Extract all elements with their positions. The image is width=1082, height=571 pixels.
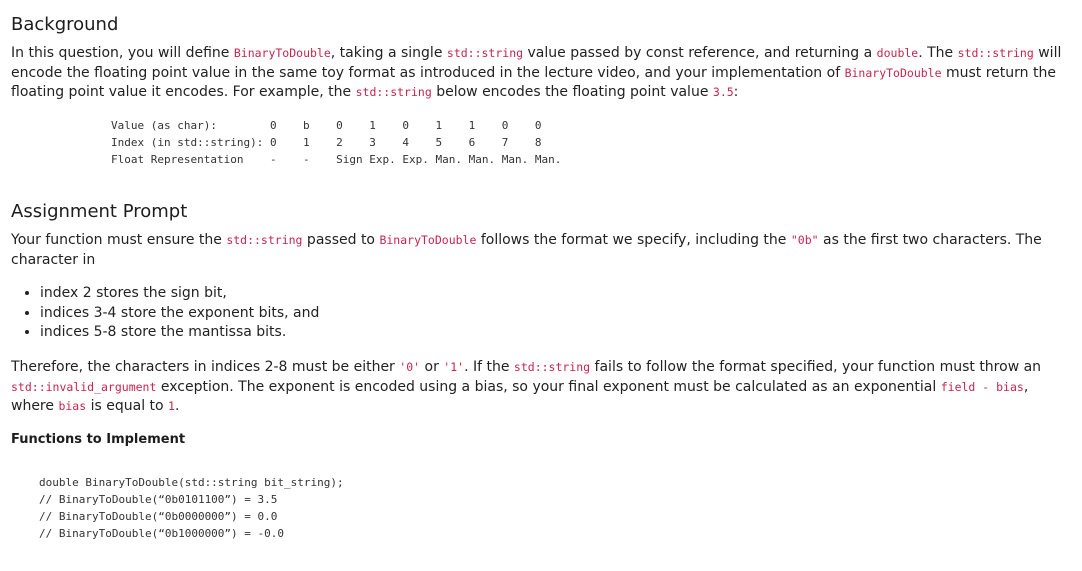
inline-code: field - bias xyxy=(940,379,1024,394)
text: fails to follow the format specified, your function must throw an xyxy=(590,359,1042,375)
inline-code: '1' xyxy=(443,360,465,374)
inline-code: std::invalid_argument xyxy=(11,379,157,394)
text: as the first two characters. The character in xyxy=(11,232,1042,268)
inline-code: std::string xyxy=(226,233,303,247)
functions-heading: Functions to Implement xyxy=(11,432,186,447)
assignment-heading: Assignment Prompt xyxy=(11,201,188,222)
text: . xyxy=(174,398,180,414)
code-line: double BinaryToDouble(std::string bit_string); xyxy=(39,476,344,489)
text: Your function must ensure the xyxy=(11,232,227,248)
inline-code: std::string xyxy=(355,85,432,99)
text: Therefore, the characters in indices 2-8 must be either xyxy=(11,359,400,375)
function-code-block xyxy=(39,474,344,542)
inline-code: std::string xyxy=(957,46,1034,60)
list-item: • indices 3-4 store the exponent bits, and xyxy=(40,304,319,324)
text: passed to xyxy=(302,232,380,248)
code-line: // BinaryToDouble(“0b1000000”) = -0.0 xyxy=(39,527,285,540)
table-row-float: Float Representation - - Sign Exp. Exp. Man. Man. Man. Man. xyxy=(111,153,562,166)
bit-layout-list xyxy=(11,284,319,343)
text: , where xyxy=(11,378,1029,414)
text: exception. The exponent is encoded using a bias, so your final exponent must be calculated as an exponential xyxy=(156,378,941,395)
text: : xyxy=(733,84,739,100)
table-row-index: Index (in std::string): 0 1 2 3 4 5 6 7 8 xyxy=(111,136,542,149)
inline-code: 3.5 xyxy=(712,85,734,99)
text: below encodes the floating point value xyxy=(431,84,713,100)
text: In this question, you will define xyxy=(11,45,234,61)
list-item: • indices 5-8 store the mantissa bits. xyxy=(40,323,319,343)
table-row-value: Value (as char): 0 b 0 1 0 1 1 0 0 xyxy=(111,119,542,132)
inline-code: bias xyxy=(58,399,87,413)
inline-code: '0' xyxy=(399,360,421,374)
text: follows the format we specify, including the xyxy=(476,232,791,248)
text: or xyxy=(420,359,444,375)
background-paragraph xyxy=(11,44,1069,103)
text: will encode the floating point value in the same toy format as introduced in the lecture video, and your implementation of xyxy=(11,45,1062,81)
text: , taking a single xyxy=(330,45,447,61)
inline-code: double xyxy=(876,46,919,60)
inline-code: BinaryToDouble xyxy=(379,233,477,247)
list-item: • index 2 stores the sign bit, xyxy=(40,284,319,304)
text: is equal to xyxy=(86,398,169,414)
code-line: // BinaryToDouble(“0b0000000”) = 0.0 xyxy=(39,510,278,523)
inline-code: BinaryToDouble xyxy=(844,65,942,80)
format-paragraph xyxy=(11,358,1069,417)
background-heading: Background xyxy=(11,14,119,35)
text: value passed by const reference, and returning a xyxy=(523,45,877,61)
assignment-paragraph xyxy=(11,231,1069,270)
inline-code: std::string xyxy=(446,46,524,60)
code-line: // BinaryToDouble(“0b0101100”) = 3.5 xyxy=(39,493,278,506)
encoding-table xyxy=(111,117,561,168)
text: . The xyxy=(918,45,958,61)
inline-code: BinaryToDouble xyxy=(233,46,331,60)
text: . If the xyxy=(464,359,514,375)
text: must return the floating point value it encodes. For example, the xyxy=(11,64,1056,100)
inline-code: std::string xyxy=(513,360,591,374)
inline-code: "0b" xyxy=(790,233,819,247)
inline-code: 1 xyxy=(168,399,175,413)
